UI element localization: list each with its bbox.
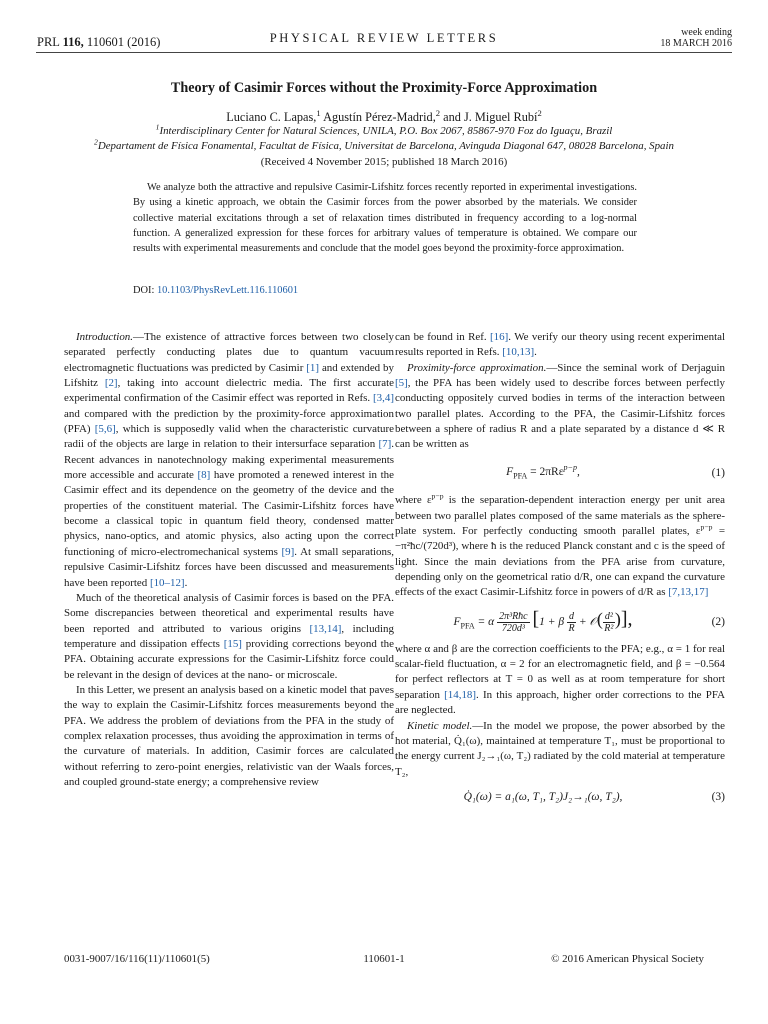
right-column (395, 330, 725, 805)
ref-link[interactable]: [15] (223, 637, 242, 650)
left-column (64, 330, 394, 790)
pfa-runin: Proximity-force approximation. (407, 361, 547, 374)
citation-volume: 116, (62, 35, 84, 49)
affiliation-1 (0, 122, 768, 137)
ref-link[interactable]: [14,18] (444, 688, 477, 701)
ref-link[interactable]: [9] (281, 545, 295, 558)
pfa-discussion-paragraph: Much of the theoretical analysis of Casimir forces is based on the PFA. Some discrepancies between theoretical and experimental results have been reported and attributed to various origins [13,14], including temperature and dissipation effects [15] providing corrections beyond the PFA. Obtaining accurate expressions for the Casimir-Lifshitz force could be relevant in the design of devices at the nano- or microscale. (64, 591, 394, 681)
copyright: © 2016 American Physical Society (551, 953, 704, 965)
ref-link[interactable]: [16] (490, 331, 509, 343)
kinetic-model-paragraph: Kinetic model.—In the model we propose, the power absorbed by the hot material, Q̇₁(ω), maintained at temperature T₁, must be proportional to the energy current J₂→₁(ω, T₂) radiated by the cold material at temperature T₂, (395, 719, 725, 778)
author-1: Luciano C. Lapas, (226, 110, 317, 124)
affiliation-1-marker: 1 (155, 122, 160, 132)
doi-line (133, 285, 298, 296)
author-1-affil: 1 (316, 107, 321, 118)
coefficients-paragraph: where α and β are the correction coefficients to the PFA; e.g., α = 1 for real scalar-field fluctuation, α = 2 for an electromagnetic field, and β = −0.564 for perfect reflectors at T = 0 as well as at room temperature for short separation [14,18]. In this approach, higher order corrections to the PFA are neglected. (395, 642, 725, 717)
equation-2: $F_{PFA} = \alpha$ $\frac{\text{2π³Rħc}}{\text{720d³}}$ [1 + β $\frac{d}{R}$ + 𝒪( $\frac{\text{d²}}{\text{R²}}$ )], (2) (453, 607, 725, 634)
header-divider (36, 52, 732, 53)
issue-date (660, 27, 732, 49)
ref-link[interactable]: [10–12] (149, 576, 185, 589)
affiliation-1-text: Interdisciplinary Center for Natural Sciences, UNILA, P.O. Box 2067, 85867-970 Foz do Iguaçu, Brazil (159, 125, 613, 137)
equation-3: Q̇₁(ω) = a₁(ω, T₁, T₂)J₂→₁(ω, T₂), (3) (395, 790, 725, 805)
continued-paragraph: can be found in Ref. [16]. We verify our theory using recent experimental results reported in Refs. [10,13]. (395, 331, 725, 359)
journal-name: PHYSICAL REVIEW LETTERS (269, 31, 499, 45)
author-list (0, 107, 768, 125)
author-3-affil: 2 (537, 107, 542, 118)
equation-3-number: (3) (711, 790, 725, 803)
ref-link[interactable]: [1] (306, 361, 320, 374)
author-2: Agustín Pérez-Madrid, (320, 110, 436, 124)
equation-1-number: (1) (711, 467, 725, 480)
citation-rest: 110601 (2016) (83, 35, 161, 49)
ref-link[interactable]: [5,6] (94, 423, 116, 436)
author-3: and J. Miguel Rubí (440, 110, 538, 124)
received-dates: (Received 4 November 2015; published 18 March 2016) (260, 156, 508, 168)
week-ending-label: week ending (681, 27, 732, 38)
abstract-text: We analyze both the attractive and repulsive Casimir-Lifshitz forces recently reported in experimental investigations. By using a kinetic approach, we obtain the Casimir forces from the power absorbed by the materials. We consider collective material excitations through a set of relaxation times distributed in frequency according to a log-normal function. A generalized expression for these forces for arbitrary values of temperature is obtained. We compare our results with experimental measurements and conclude that the model goes beyond the proximity-force approximation. (133, 182, 637, 255)
ref-link[interactable]: [8] (197, 469, 211, 482)
footer-issn: 0031-9007/16/116(11)/110601(5) (64, 953, 210, 965)
intro-paragraph: Introduction.—The existence of attractive forces between two closely separated perfectly conducting plates due to quantum vacuum electromagnetic fluctuations was predicted by Casimir [1] and extended by Lifshitz [2], taking into account dielectric media. The first accurate experimental confirmation of the Casimir effect was reported in Refs. [3,4] and compared with the prediction by the proximity-force approximation (PFA) [5,6], which is supposedly valid when the characteristic curvature radii of the objects are large in relation to their intersurface separation [7]. Recent advances in nanotechnology making experimental measurements more accessible and accurate [8] have promoted a renewed interest in the Casimir effect and its dependence on the geometry of the device and the properties of the constituent material. The Casimir-Lifshitz forces have become a classical topic in quantum field theory, condensed matter physics, nano-optics, and atomic physics, also acting upon the correct functioning of micro-electromechanical systems [9]. At small separations, repulsive Casimir-Lifshitz forces have been discussed and measurements have been reported [10–12]. (64, 331, 394, 589)
paper-title: Theory of Casimir Forces without the Proximity-Force Approximation (170, 80, 598, 96)
letter-overview-paragraph: In this Letter, we present an analysis based on a kinetic model that paves the way to explain the Casimir-Lifshitz forces measurements beyond the PFA. We address the problem of deviations from the PFA in the study of complex relaxation processes, thus avoiding the approximation in terms of the curvature of materials. In addition, Casimir forces are calculated without referring to zero-point energies, relativistic van der Waals forces, and coupled ground-state energy; a comprehensive review (64, 683, 394, 788)
doi-link[interactable]: 10.1103/PhysRevLett.116.110601 (156, 285, 299, 296)
citation-prefix: PRL (37, 35, 63, 49)
ref-link[interactable]: [3,4] (373, 392, 394, 405)
ref-link[interactable]: [13,14] (309, 622, 342, 635)
affiliation-2-text: Departament de Física Fonamental, Facultat de Física, Universitat de Barcelona, Avinguda Diagonal 647, 08028 Barcelona, Spain (97, 140, 674, 152)
pfa-paragraph: Proximity-force approximation.—Since the seminal work of Derjaguin [5], the PFA has been widely used to describe forces between perfectly conducting oppositely curved bodies in terms of the interaction between two parallel plates. According to the PFA, the Casimir-Lifshitz forces between a sphere of radius R and a plate separated by a distance d ≪ R can be written as (395, 361, 725, 451)
abstract (133, 180, 637, 256)
ref-link[interactable]: [7,13,17] (668, 586, 709, 599)
equation-2-number: (2) (711, 615, 725, 628)
week-ending-date: 18 MARCH 2016 (660, 38, 732, 49)
ref-link[interactable]: [10,13] (502, 346, 535, 359)
affiliation-2-marker: 2 (94, 137, 98, 147)
affiliation-2 (0, 137, 768, 152)
page-number: 110601-1 (363, 953, 405, 965)
doi-label: DOI: (133, 285, 157, 296)
author-2-affil: 2 (435, 107, 441, 118)
equation-1: $F_{PFA} = 2\pi R\varepsilon^{p-p}$, (1) (506, 462, 725, 481)
kinetic-runin: Kinetic model. (407, 719, 473, 732)
intro-runin: Introduction. (76, 331, 134, 343)
ref-link[interactable]: [7] (378, 438, 392, 451)
ref-link[interactable]: [5] (395, 377, 408, 390)
ref-link[interactable]: [2] (104, 377, 118, 390)
eps-paragraph: where $\varepsilon^{p-p}$ is the separation-dependent interaction energy per unit area between two parallel plates composed of the same materials as the sphere-plate system. For perfectly conducting smooth parallel plates, $\varepsilon^{p-p}$ = −π²ħc/(720d³), where ħ is the reduced Planck constant and c is the speed of light. Since the main deviations from the PFA arise from curvature, depending only on the geometrical ratio d/R, one can expand the curvature effects of the exact Casimir-Lifshitz force in powers of d/R as [7,13,17] (395, 491, 726, 599)
